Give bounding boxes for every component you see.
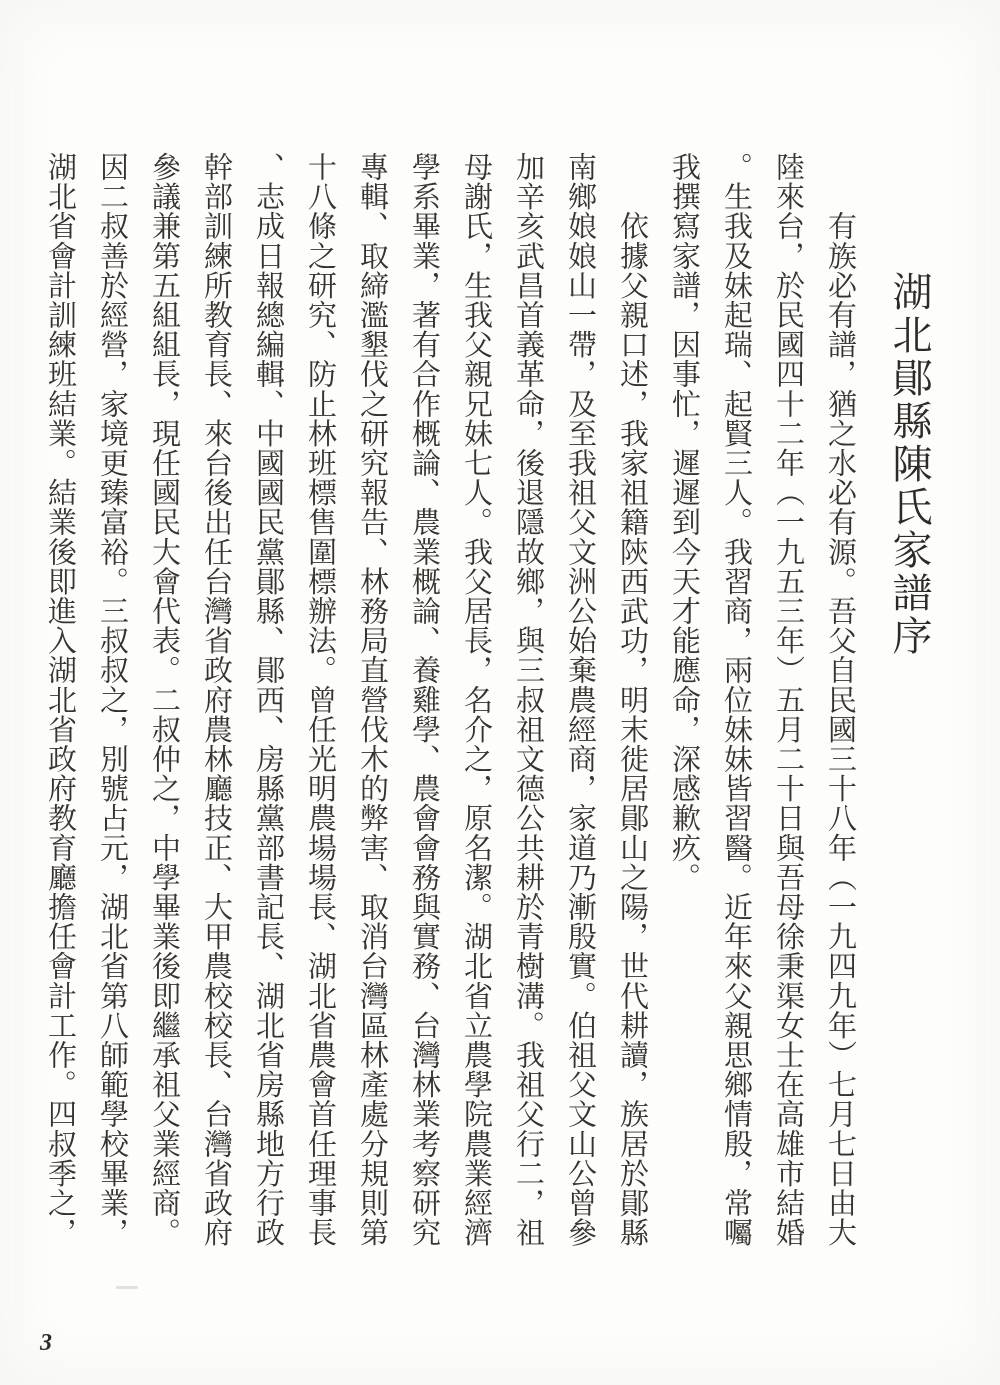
text-column: 陸來台，於民國四十二年（一九五三年）五月二十日與吾母徐秉渠女士在高雄市結婚 <box>772 152 804 1248</box>
text-column: 、志成日報總編輯、中國國民黨鄖縣、鄖西、房縣黨部書記長、湖北省房縣地方行政 <box>252 152 284 1248</box>
text-column: 依據父親口述，我家祖籍陝西武功，明末徙居鄖山之陽，世代耕讀，族居於鄖縣 <box>616 152 648 1248</box>
body-text <box>34 152 866 1254</box>
text-column: 幹部訓練所教育長、來台後出任台灣省政府農林廳技正、大甲農校校長、台灣省政府 <box>200 152 232 1248</box>
text-column: 母謝氏，生我父親兄妹七人。我父居長，名介之，原名潔。湖北省立農學院農業經濟 <box>460 152 492 1248</box>
text-column: 我撰寫家譜，因事忙，遲遲到今天才能應命，深感歉疚。 <box>668 152 700 892</box>
text-column: 十八條之研究、防止林班標售圍標辦法。曾任光明農場場長、湖北省農會首任理事長 <box>304 152 336 1248</box>
text-column: 南鄉娘娘山一帶，及至我祖父文洲公始棄農經商，家道乃漸殷實。伯祖父文山公曾參 <box>564 152 596 1248</box>
text-column: 專輯、取締濫墾伐之研究報告、林務局直營伐木的弊害、取消台灣區林產處分規則第 <box>356 152 388 1248</box>
text-column: 參議兼第五組組長，現任國民大會代表。二叔仲之，中學畢業後即繼承祖父業經商。 <box>148 152 180 1248</box>
text-column: 湖北省會計訓練班結業。結業後即進入湖北省政府教育廳擔任會計工作。四叔季之， <box>44 152 76 1248</box>
document-title: 湖北鄖縣陳氏家譜序 <box>887 271 932 658</box>
text-column: 因二叔善於經營，家境更臻富裕。三叔叔之，別號占元，湖北省第八師範學校畢業， <box>96 152 128 1248</box>
page-number: 3 <box>40 1330 52 1356</box>
text-column: 學系畢業，著有合作概論、農業概論、養雞學、農會會務與實務、台灣林業考察研究 <box>408 152 440 1248</box>
text-column: 加辛亥武昌首義革命，後退隱故鄉，與三叔祖文德公共耕於青樹溝。我祖父行二，祖 <box>512 152 544 1248</box>
scan-smudge <box>116 1286 138 1289</box>
text-column: 有族必有譜，猶之水必有源。吾父自民國三十八年（一九四九年）七月七日由大 <box>824 152 856 1248</box>
text-column: 。生我及妹起瑞、起賢三人。我習商，兩位妹妹皆習醫。近年來父親思鄉情殷，常囑 <box>720 152 752 1248</box>
